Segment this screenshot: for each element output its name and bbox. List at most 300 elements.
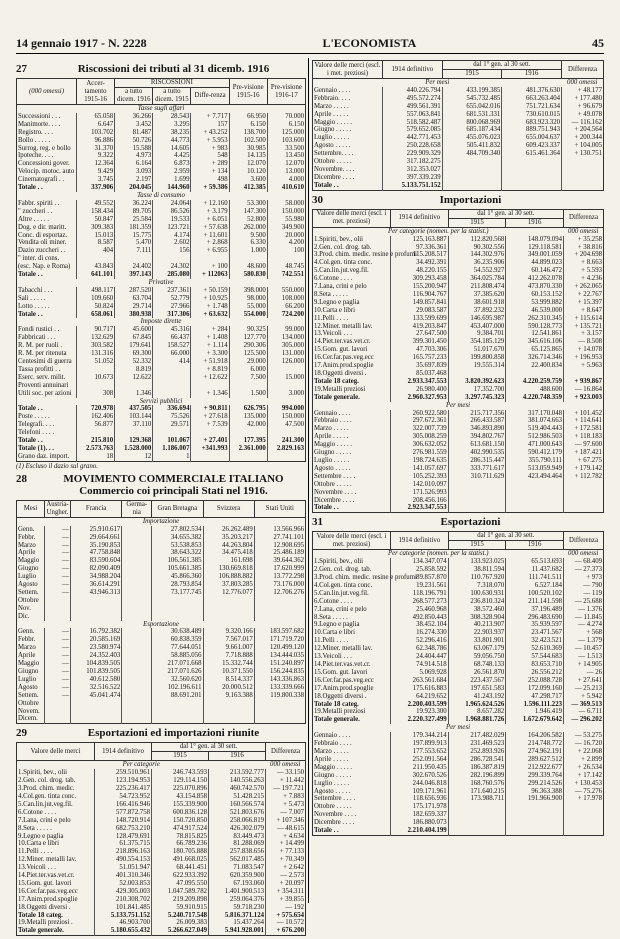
section-31-heading: [312, 516, 604, 528]
cell: 67.845: [115, 334, 153, 342]
cell: 44.899.023: [506, 259, 564, 267]
row-label: 18.Oggetti diversi .: [314, 692, 367, 700]
cell: [506, 819, 564, 827]
section-27-title: Riscossioni dei tributi al 31 dicemb. 1916: [77, 63, 270, 75]
cell: 296.483.690: [506, 614, 564, 622]
cell: 492.850.443: [391, 614, 449, 622]
cell: [254, 597, 305, 605]
cell: + 6.955: [191, 247, 229, 255]
cell: 1.047.589.782: [152, 888, 209, 896]
table-row: [313, 275, 604, 283]
cell: 1.672.679.642: [506, 716, 564, 724]
table-row: [313, 111, 604, 119]
row-label: Giugno . . . . .: [314, 771, 352, 779]
cell: + 5.473: [266, 801, 306, 809]
cell: — 1.379: [564, 637, 604, 645]
cell: 63.067.179: [448, 645, 506, 653]
cell: 305.000: [267, 342, 305, 350]
row-label: Febbr.: [18, 533, 36, 541]
subheader-esportazione: Esportazione: [143, 620, 179, 628]
cell: 11.437.682: [506, 566, 564, 574]
cell: [122, 581, 152, 589]
cell: 276.981.559: [391, 449, 449, 457]
cell: 129.114.150: [152, 777, 209, 785]
cell: 655.004.637: [502, 134, 562, 142]
table-row: [17, 660, 306, 668]
cell: + 1.748: [191, 303, 229, 311]
cell: + 112.782: [564, 473, 604, 481]
cell: 317.170.048: [506, 410, 564, 418]
row-label: 16.Cer.far.pas.veg.ecc: [18, 887, 78, 895]
table-row: [313, 87, 604, 95]
cell: 2.573.763: [77, 445, 115, 453]
cell: —: [45, 676, 71, 684]
cell: — 68.409: [564, 558, 604, 566]
row-label: Totale generale.: [314, 716, 360, 724]
cell: 168.760.576: [448, 780, 506, 788]
row-label: Altre . . . . .: [18, 215, 49, 223]
cell: 622.933.392: [152, 872, 209, 880]
cell: 412.262.078: [506, 275, 564, 283]
cell: 337.906: [77, 184, 115, 192]
subheader-cell: Tasse di consumo: [137, 191, 185, 199]
cell: 5.133.751.152: [383, 182, 443, 190]
cell: 218.896.163: [95, 848, 152, 856]
cell: 65.125.865: [506, 346, 564, 354]
table-row: [17, 152, 306, 160]
cell: [254, 708, 305, 716]
cell: 15.332.744: [203, 660, 254, 668]
cell: 40.213.907: [448, 621, 506, 629]
col-header: 1916: [506, 218, 564, 227]
cell: 303.582: [77, 342, 115, 350]
table-row: [313, 558, 604, 566]
cell: [448, 803, 506, 811]
cell: 149.857.841: [391, 299, 449, 307]
table-row: [17, 437, 306, 445]
cell: 173.988.711: [448, 795, 506, 803]
cell: 179.641: [115, 342, 153, 350]
table-row: [17, 429, 306, 437]
cell: 135.000: [229, 413, 267, 421]
cell: 28.793.854: [152, 581, 203, 589]
row-label: Agosto: [18, 683, 38, 691]
cell: 26.556.212: [506, 669, 564, 677]
table-row: [313, 449, 604, 457]
table-row: [17, 374, 306, 382]
cell: 53.538.853: [152, 542, 203, 550]
cell: 5.240.717.548: [152, 912, 209, 920]
cell: 150.000: [267, 208, 305, 216]
cell: 133.339.666: [254, 684, 305, 692]
cell: 25.460.968: [391, 606, 449, 614]
cell: [448, 811, 506, 819]
cell: 24.402: [115, 263, 153, 271]
cell: 191.966.900: [506, 795, 564, 803]
table-row: [17, 255, 306, 263]
cell: 182.659.337: [391, 811, 449, 819]
col-header: Differenza: [266, 743, 306, 761]
row-label: Novembre . . . .: [314, 488, 357, 496]
row-label: Agosto . . . . .: [314, 464, 351, 472]
cell: 626.795: [229, 405, 267, 413]
cell: + 35.258: [564, 236, 604, 244]
row-label: 15.Gom. gut. lavori: [18, 879, 72, 887]
cell: 290.306: [229, 342, 267, 350]
cell: 210.308.702: [95, 896, 152, 904]
cell: [122, 700, 152, 708]
table-row: [313, 182, 604, 190]
row-label: Marzo . . . . .: [314, 747, 349, 755]
cell: 5.470: [115, 239, 153, 247]
row-label: Agosto . . . . .: [314, 787, 351, 795]
cell: [122, 589, 152, 597]
cell: — 10.457: [564, 645, 604, 653]
cell: 13.566.966: [254, 526, 305, 534]
cell: + 3.157: [564, 330, 604, 338]
cell: [203, 613, 254, 621]
cell: 3.452: [115, 121, 153, 129]
cell: [254, 700, 305, 708]
row-label: 13.Veicoli . . .: [18, 864, 56, 872]
cell: [152, 597, 203, 605]
cell: — 192: [266, 904, 306, 912]
cell: 20.585.169: [71, 636, 122, 644]
cell: + 3.300: [191, 350, 229, 358]
cell: [45, 613, 71, 621]
cell: 308: [77, 390, 115, 398]
section-30: [312, 194, 604, 514]
cell: [564, 827, 604, 835]
cell: 60.146.472: [506, 267, 564, 275]
cell: 101.841.485: [95, 904, 152, 912]
cell: 14.135: [229, 152, 267, 160]
cell: 68.748.133: [448, 661, 506, 669]
table-row: [17, 279, 306, 287]
cell: — 48.615: [266, 825, 306, 833]
cell: 27.802.534: [152, 526, 203, 534]
subheader-cell: Privative: [148, 278, 174, 286]
cell: 144.302.976: [448, 251, 506, 259]
table-31: [312, 531, 604, 836]
cell: 65.513.693: [506, 558, 564, 566]
cell: 164.206.582: [506, 732, 564, 740]
cell: 1.699: [153, 176, 191, 184]
cell: + 196.953: [564, 354, 604, 362]
table-row: [17, 684, 306, 692]
cell: [71, 597, 122, 605]
cell: 53.999.882: [506, 299, 564, 307]
cell: 481.376.630: [502, 87, 562, 95]
section-30-number: 30: [312, 193, 323, 206]
table-row: [313, 748, 604, 756]
table-row: [17, 605, 306, 613]
cell: [442, 158, 502, 166]
row-label: 8.Seta . . . . .: [18, 824, 52, 832]
row-label: 2.Gen. col. drog. tab.: [314, 243, 372, 251]
row-label: 5.Can.lin.jut.veg.fil.: [314, 267, 369, 275]
cell: 5.816.371.124: [209, 912, 266, 920]
cell: + 77.133: [266, 848, 306, 856]
cell: 336.694: [153, 405, 191, 413]
row-label: 17.Anim.prod.spoglie: [314, 362, 374, 370]
cell: 309.293.458: [391, 275, 449, 283]
cell: 52.296.416: [391, 637, 449, 645]
table-row: [313, 661, 604, 669]
cell: 60.838.359: [152, 636, 203, 644]
cell: 326.714.346: [506, 354, 564, 362]
cell: 1.596.111.223: [506, 701, 564, 709]
cell: 198.724.635: [391, 457, 449, 465]
cell: 20.000: [267, 232, 305, 240]
cell: 229.909.329: [383, 150, 443, 158]
cell: 123.194.953: [95, 777, 152, 785]
cell: 2.200.403.599: [391, 701, 449, 709]
cell: 13.772.298: [254, 573, 305, 581]
col-header: Germa-nia: [122, 500, 152, 517]
col-group-header: dal 1° gen. al 30 sett.: [442, 61, 561, 70]
cell: 45.316: [153, 326, 191, 334]
cell: 47.703.306: [391, 346, 449, 354]
row-label: Utili soc. per azioni: [18, 389, 72, 397]
row-label: Telegrafi. . . .: [18, 421, 55, 429]
cell: 104.839.505: [71, 660, 122, 668]
unit-label: 000 omessi: [270, 761, 301, 769]
row-label: Fabbricati . . .: [18, 334, 56, 342]
cell: [267, 453, 305, 461]
row-label: Luglio: [18, 675, 37, 683]
cell: 47.500: [267, 421, 305, 429]
cell: 9.163.388: [203, 692, 254, 700]
table-row: [17, 809, 306, 817]
right-column: [312, 60, 604, 839]
cell: — 53.275: [564, 732, 604, 740]
cell: 5.180.655.432: [95, 927, 152, 935]
cell: 38.601.918: [448, 299, 506, 307]
cell: 62.348.786: [391, 645, 449, 653]
cell: 471.000.643: [506, 441, 564, 449]
table-row: [313, 330, 604, 338]
cell: 36.266: [115, 113, 153, 121]
col-header: Differenza: [564, 532, 604, 550]
cell: + 51.918: [191, 358, 229, 366]
table-row: [17, 668, 306, 676]
row-label: 12.Miner. metalli lav.: [314, 645, 373, 653]
cell: 46.539.000: [506, 307, 564, 315]
col-header: 1914 definitivo: [383, 61, 443, 79]
cell: [115, 382, 153, 390]
cell: —: [45, 692, 71, 700]
cell: + 38.816: [564, 244, 604, 252]
cell: [564, 803, 604, 811]
cell: 66.789.236: [152, 840, 209, 848]
table-row: [17, 366, 306, 374]
cell: + 2.642: [266, 864, 306, 872]
cell: 317.306: [153, 311, 191, 319]
section-29-title: Esportazioni ed importazioni riunite: [87, 727, 260, 740]
table-row: [313, 716, 604, 724]
row-label: 9.Legno e paglia: [18, 832, 64, 840]
cell: [77, 429, 115, 437]
cell: 397.339.239: [383, 174, 443, 182]
cell: 512.986.503: [506, 433, 564, 441]
cell: [71, 708, 122, 716]
cell: 306.632.052: [391, 441, 449, 449]
cell: 246.743.593: [152, 769, 209, 777]
cell: + 1.408: [191, 334, 229, 342]
table-row: [313, 645, 604, 653]
cell: 88.691.201: [152, 692, 203, 700]
cell: 6.873: [153, 160, 191, 168]
table-row: [17, 271, 306, 279]
column-divider: [308, 58, 309, 903]
cell: 29.714: [115, 303, 153, 311]
row-label: 3.Prod. chim. medic.: [18, 785, 75, 793]
cell: 4.220.748.359: [506, 394, 564, 402]
cell: 12.776.077: [203, 589, 254, 597]
cell: 259.064.376: [209, 896, 266, 904]
col-header: 1916: [502, 70, 562, 79]
cell: 100.630.931: [448, 590, 506, 598]
cell: + 27.618: [191, 413, 229, 421]
table-row: [17, 872, 306, 880]
cell: 681.531.331: [442, 111, 502, 119]
cell: — 16.720: [564, 740, 604, 748]
cell: 37.196.489: [506, 606, 564, 614]
cell: 8.657.282: [448, 708, 506, 716]
cell: 83.653.710: [506, 661, 564, 669]
row-label: Manimorte. . . .: [18, 120, 61, 128]
cell: — 296.202: [564, 716, 604, 724]
cell: 45.866.360: [152, 573, 203, 581]
cell: — 1.513: [564, 653, 604, 661]
cell: 10.371.550: [203, 668, 254, 676]
table-row: [17, 216, 306, 224]
row-label: 7.Lana, crini e pelo: [18, 816, 71, 824]
row-label: 3.Prod. chim. medic. resine e profumi: [314, 574, 417, 582]
subheader-cell: Servizi pubblici: [139, 397, 183, 405]
cell: 5.266.627.049: [152, 927, 209, 935]
row-label: Bollo . . . . .: [18, 136, 51, 144]
cell: 683.923.320: [502, 119, 562, 127]
cell: 8.587: [77, 239, 115, 247]
subheader-mesi: Per mesi: [446, 724, 470, 732]
cell: + 939.867: [564, 378, 604, 386]
cell: 128.479.691: [95, 833, 152, 841]
cell: 35.939.597: [506, 621, 564, 629]
cell: 2.602: [153, 239, 191, 247]
cell: 53.300: [229, 200, 267, 208]
cell: — 116.162: [562, 119, 604, 127]
table-row: [313, 338, 604, 346]
cell: 410.610: [267, 184, 305, 192]
row-label: Totale 18 categ.: [18, 911, 63, 919]
cell: — 4.274: [564, 621, 604, 629]
cell: [153, 382, 191, 390]
row-label: Totale . .: [18, 437, 43, 445]
row-label: 11.Pelli . . . .: [314, 637, 349, 645]
table-row: [17, 613, 306, 621]
cell: 52.779: [153, 295, 191, 303]
cell: 63.704: [115, 295, 153, 303]
cell: 204.045: [115, 184, 153, 192]
subheader-categorie: Per categorie (nomen. per la statist.): [387, 227, 489, 235]
cell: 397.143: [115, 271, 153, 279]
row-label: Dic.: [18, 612, 30, 620]
cell: 724.200: [267, 311, 305, 319]
table-row: [17, 864, 306, 872]
cell: 34.492.391: [391, 259, 449, 267]
cell: + 204.698: [564, 251, 604, 259]
cell: 28.543: [153, 113, 191, 121]
row-label: Novembre. . . .: [314, 165, 355, 173]
table-row: [313, 119, 604, 127]
table-row: [313, 378, 604, 386]
table-row: [313, 795, 604, 803]
cell: — 27.373: [564, 566, 604, 574]
cell: 123.721: [153, 224, 191, 232]
cell: [122, 684, 152, 692]
cell: 310.711.629: [448, 473, 506, 481]
cell: 15.013: [77, 232, 115, 240]
row-label: 12.Miner. metalli lav.: [18, 856, 77, 864]
row-label: 12.Miner. metalli lav.: [314, 322, 373, 330]
cell: 177.395: [229, 437, 267, 445]
table-row: [313, 283, 604, 291]
cell: 12.070: [229, 160, 267, 168]
cell: [254, 613, 305, 621]
cell: 579.652.085: [383, 126, 443, 134]
cell: + 204.564: [562, 126, 604, 134]
table-row: [313, 354, 604, 362]
table-row: [17, 311, 306, 319]
table-row: [17, 676, 306, 684]
cell: 260.922.580: [391, 410, 449, 418]
cell: 101.839.505: [71, 668, 122, 676]
cell: — 25.688: [564, 598, 604, 606]
cell: [122, 549, 152, 557]
cell: 225.070.896: [152, 785, 209, 793]
cell: —: [45, 660, 71, 668]
cell: 157: [191, 121, 229, 129]
cell: 125.000: [267, 129, 305, 137]
row-label: 4.Col.gen. tinta conc.: [314, 581, 373, 589]
table-row: [17, 334, 306, 342]
table-27: [16, 78, 306, 462]
cell: 147.300: [229, 208, 267, 216]
cell: 562.017.485: [209, 856, 266, 864]
cell: 25.486.189: [254, 549, 305, 557]
cell: 404: [77, 247, 115, 255]
row-label: Febbr.: [18, 636, 36, 644]
cell: [448, 504, 506, 512]
row-label: Genn.: [18, 525, 35, 533]
cell: 398.000: [229, 287, 267, 295]
cell: 12.541.861: [506, 330, 564, 338]
cell: 101.067: [153, 437, 191, 445]
cell: 29.083.587: [391, 307, 449, 315]
cell: 54.552.927: [448, 267, 506, 275]
cell: 419.203.847: [391, 323, 449, 331]
cell: 46.903.700: [95, 919, 152, 927]
cell: 590.128.773: [506, 323, 564, 331]
cell: + 100: [191, 263, 229, 271]
cell: 4.425: [153, 152, 191, 160]
cell: 158.434: [77, 208, 115, 216]
table-row: [17, 390, 306, 398]
cell: 266.433.587: [448, 417, 506, 425]
cell: 37.892.232: [448, 307, 506, 315]
